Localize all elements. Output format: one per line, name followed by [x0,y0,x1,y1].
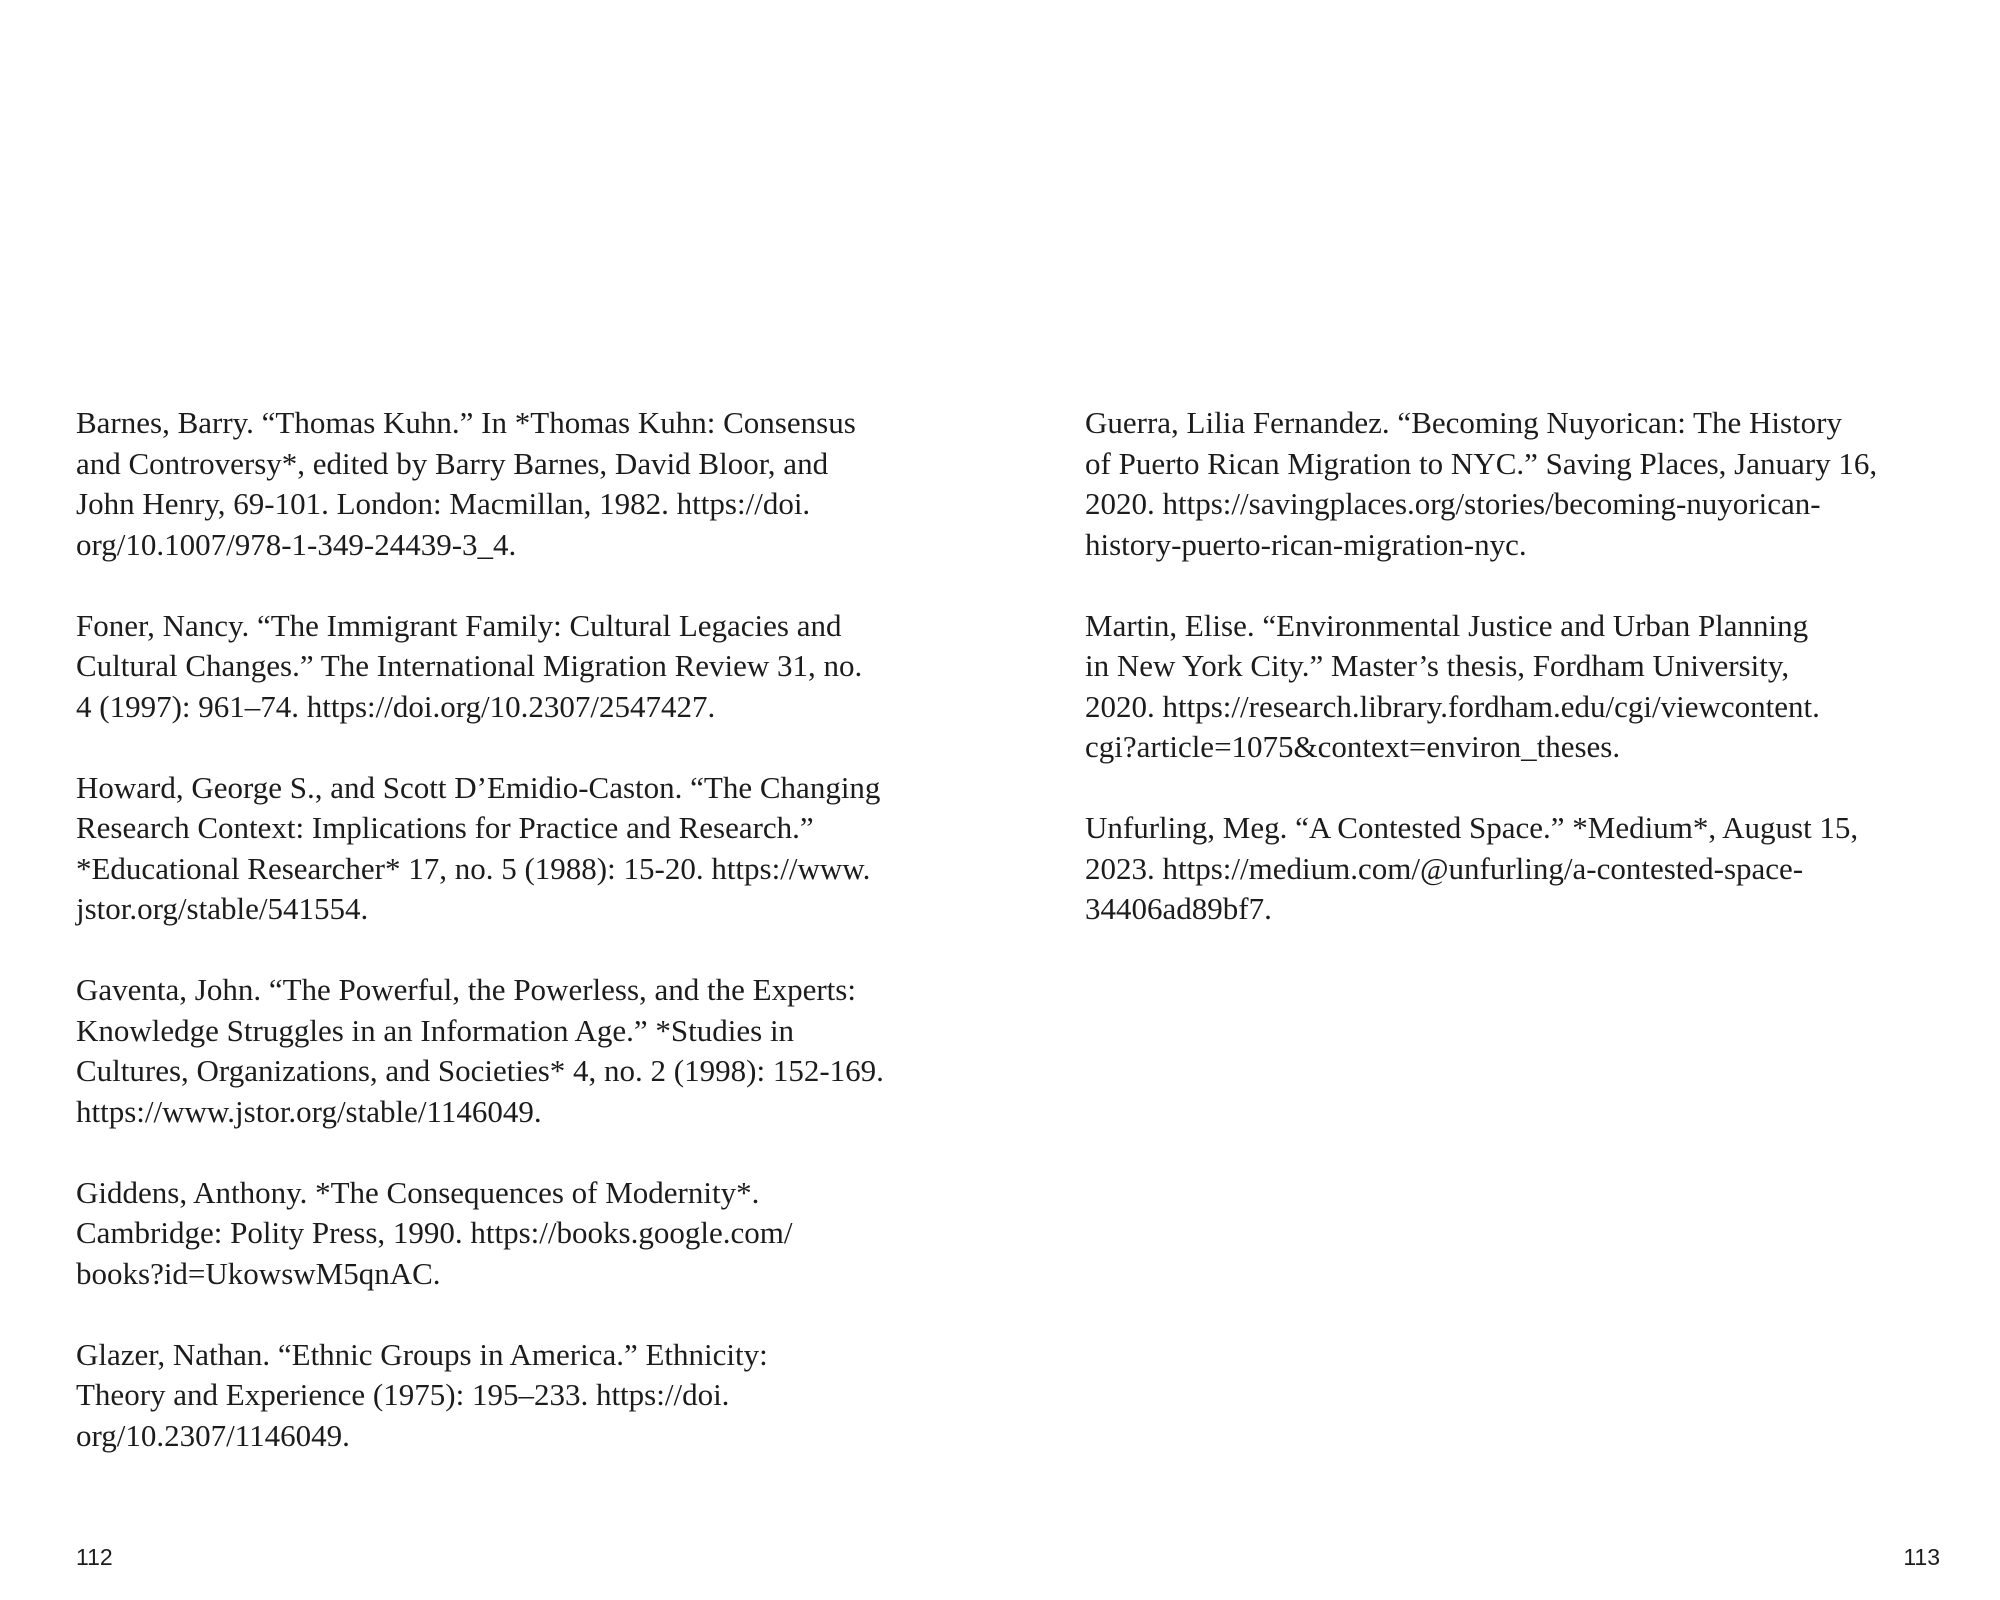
bibliography-right-column [1085,403,1955,970]
page-number-right: 113 [1903,1544,1940,1570]
bibliography-entry: Guerra, Lilia Fernandez. “Becoming Nuyorican: The History of Puerto Rican Migration to NYC.” Saving Places, January 16, 2020. https://savingplaces.org/stories/becoming-nuyorican- history-puerto-rican-migration-nyc. [1085,405,1878,562]
bibliography-entry: Barnes, Barry. “Thomas Kuhn.” In *Thomas Kuhn: Consensus and Controversy*, edited by Barry Barnes, David Bloor, and John Henry, 69-101. London: Macmillan, 1982. https://doi. org/10.1007/978-1-349-24439-3_4. [76,405,856,562]
bibliography-entry: Unfurling, Meg. “A Contested Space.” *Medium*, August 15, 2023. https://medium.com/@unfurling/a-contested-space- 34406ad89bf7. [1085,810,1859,926]
bibliography-entry: Martin, Elise. “Environmental Justice and Urban Planning in New York City.” Master’s thesis, Fordham University, 2020. https://research.library.fordham.edu/cgi/viewcontent. cgi?article=1075&context=environ_theses. [1085,607,1820,764]
bibliography-entry: Gaventa, John. “The Powerful, the Powerless, and the Experts: Knowledge Struggles in an Information Age.” *Studies in Cultures, Organizations, and Societies* 4, no. 2 (1998): 152-169. https://www.jstor.org/stable/1146049. [76,972,884,1129]
bibliography-entry: Giddens, Anthony. *The Consequences of Modernity*. Cambridge: Polity Press, 1990. https://books.google.com/ books?id=UkowswM5qnAC. [76,1174,793,1291]
bibliography-entry: Foner, Nancy. “The Immigrant Family: Cultural Legacies and Cultural Changes.” The International Migration Review 31, no. 4 (1997): 961–74. https://doi.org/10.2307/2547427. [76,607,863,724]
bibliography-entry: Glazer, Nathan. “Ethnic Groups in America.” Ethnicity: Theory and Experience (1975): 195–233. https://doi. org/10.2307/1146049. [76,1336,768,1453]
bibliography-left-column [76,403,946,1497]
bibliography-entry: Howard, George S., and Scott D’Emidio-Caston. “The Changing Research Context: Implications for Practice and Research.” *Educational Researcher* 17, no. 5 (1988): 15-20. https://www. jstor.org/stable/541554. [76,769,881,926]
page-number-left: 112 [76,1544,113,1570]
